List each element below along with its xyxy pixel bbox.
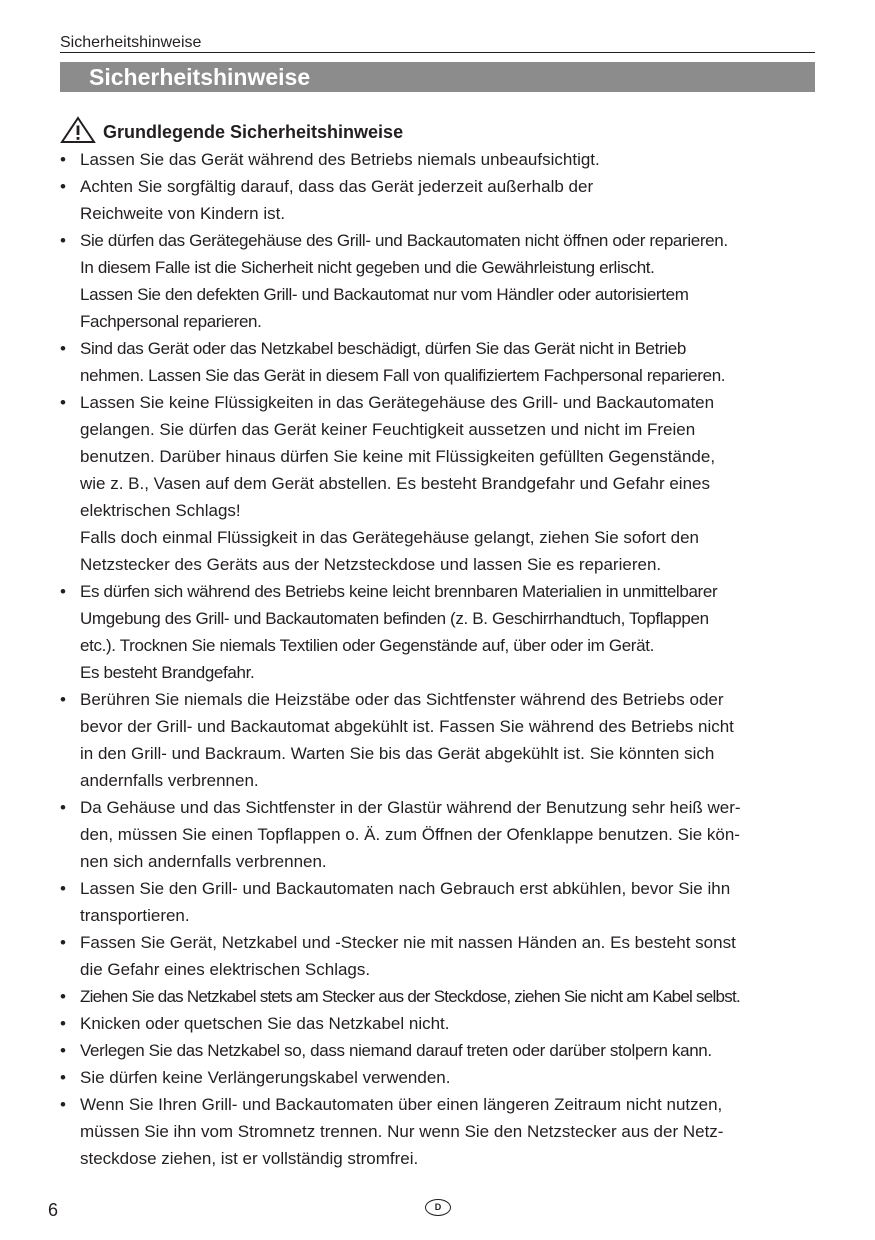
safety-instructions-list [60, 146, 820, 1172]
list-item: • Lassen Sie den Grill- und Backautomaten nach Gebrauch erst abkühlen, bevor Sie ihn transportieren. [60, 875, 820, 929]
list-item: • Da Gehäuse und das Sichtfenster in der Glastür während der Benutzung sehr heiß wer- den, müssen Sie einen Topflappen o. Ä. zum Öffnen der Ofenklappe benutzen. Sie kön- nen sich andernfalls verbrennen. [60, 794, 820, 875]
list-item: • Sie dürfen das Gerätegehäuse des Grill- und Backautomaten nicht öffnen oder reparieren. In diesem Falle ist die Sicherheit nicht gegeben und die Gewährleistung erlischt. Lassen Sie den defekten Grill- und Backautomat nur vom Händler oder autorisiertem Fachpersonal reparieren. [60, 227, 820, 335]
page-number: 6 [48, 1200, 59, 1220]
language-badge: D [425, 1199, 451, 1216]
list-item: • Es dürfen sich während des Betriebs keine leicht brennbaren Materialien in unmittelbarer Umgebung des Grill- und Backautomaten befinden (z. B. Geschirrhandtuch, Topflappen etc.). Trocknen Sie niemals Textilien oder Gegenstände auf, über oder im Gerät. Es besteht Brandgefahr. [60, 578, 820, 686]
section-heading-text: Grundlegende Sicherheitshinweise [103, 122, 404, 142]
list-item: • Berühren Sie niemals die Heizstäbe oder das Sichtfenster während des Betriebs oder bevor der Grill- und Backautomat abgekühlt ist. Fassen Sie während des Betriebs nicht in den Grill- und Backraum. Warten Sie bis das Gerät abgekühlt ist. Sie könnten sich andernfalls verbrennen. [60, 686, 820, 794]
page-title: Sicherheitshinweise [89, 64, 311, 90]
warning-triangle-icon [60, 116, 96, 144]
title-bar [60, 62, 815, 92]
list-item: • Achten Sie sorgfältig darauf, dass das Gerät jederzeit außerhalb der Reichweite von Kindern ist. [60, 173, 820, 227]
list-item: • Fassen Sie Gerät, Netzkabel und -Stecker nie mit nassen Händen an. Es besteht sonst die Gefahr eines elektrischen Schlags. [60, 929, 820, 983]
list-item: • Knicken oder quetschen Sie das Netzkabel nicht. [60, 1010, 820, 1037]
list-item: • Sind das Gerät oder das Netzkabel beschädigt, dürfen Sie das Gerät nicht in Betrieb nehmen. Lassen Sie das Gerät in diesem Fall von qualifiziertem Fachpersonal reparieren. [60, 335, 820, 389]
list-item: • Sie dürfen keine Verlängerungskabel verwenden. [60, 1064, 820, 1091]
list-item: • Lassen Sie das Gerät während des Betriebs niemals unbeaufsichtigt. [60, 146, 820, 173]
running-header: Sicherheitshinweise [60, 33, 815, 53]
list-item: • Verlegen Sie das Netzkabel so, dass niemand darauf treten oder darüber stolpern kann. [60, 1037, 820, 1064]
list-item: • Ziehen Sie das Netzkabel stets am Stecker aus der Steckdose, ziehen Sie nicht am Kabel selbst. [60, 983, 820, 1010]
list-item: • Lassen Sie keine Flüssigkeiten in das Gerätegehäuse des Grill- und Backautomaten gelangen. Sie dürfen das Gerät keiner Feuchtigkeit aussetzen und nicht im Freien benutzen. Darüber hinaus dürfen Sie keine mit Flüssigkeiten gefüllten Gegenstände, wie z. B., Vasen auf dem Gerät abstellen. Es besteht Brandgefahr und Gefahr eines elektrischen Schlags! Falls doch einmal Flüssigkeit in das Gerätegehäuse gelangt, ziehen Sie sofort den Netzstecker des Geräts aus der Netzsteckdose und lassen Sie es reparieren. [60, 389, 820, 578]
list-item: • Wenn Sie Ihren Grill- und Backautomaten über einen längeren Zeitraum nicht nutzen, müssen Sie ihn vom Stromnetz trennen. Nur wenn Sie den Netzstecker aus der Netz- steckdose ziehen, ist er vollständig stromfrei. [60, 1091, 820, 1172]
section-heading [60, 116, 815, 144]
